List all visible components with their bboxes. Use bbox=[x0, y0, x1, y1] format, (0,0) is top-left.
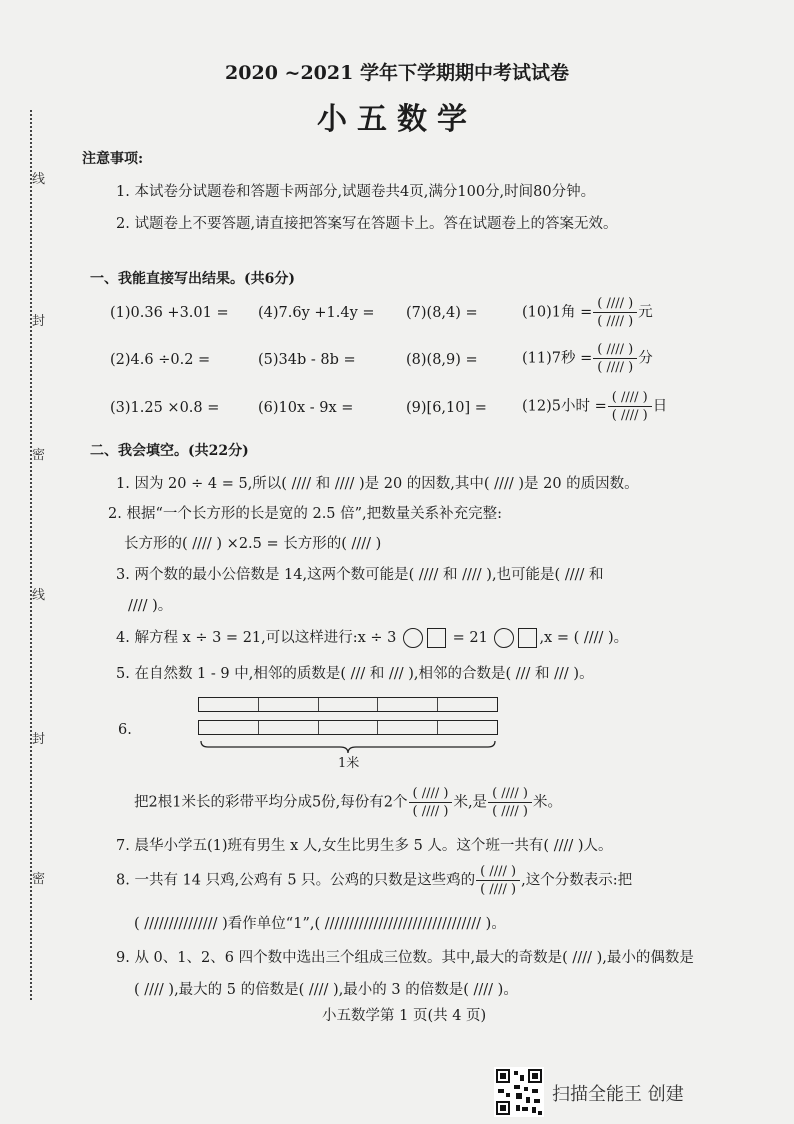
question-8-part: 8. 一共有 14 只鸡,公鸡有 5 只。公鸡的只数是这些鸡的 bbox=[116, 872, 476, 889]
fraction-blank[interactable]: $\frac{( //// )}{( //// )}$ bbox=[593, 296, 637, 329]
question-8 bbox=[116, 864, 632, 897]
question-3-cont: //// )。 bbox=[128, 598, 173, 614]
section2-heading: 二、我会填空。(共22分) bbox=[90, 443, 249, 459]
fraction-blank[interactable]: $\frac{( //// )}{( //// )}$ bbox=[488, 786, 532, 819]
conversion-label: (12)5小时 = bbox=[522, 398, 607, 415]
calc-item: (5)34b - 8b = bbox=[258, 352, 356, 368]
note-item: 2. 试题卷上不要答题,请直接把答案写在答题卡上。答在试题卷上的答案无效。 bbox=[116, 216, 618, 232]
question-1: 1. 因为 20 ÷ 4 = 5,所以( //// 和 //// )是 20 的因数,其中( //// )是 20 的质因数。 bbox=[116, 476, 639, 492]
calc-item: (2)4.6 ÷0.2 = bbox=[110, 352, 211, 368]
calc-item: (7)(8,4) = bbox=[406, 305, 478, 321]
ribbon-strip bbox=[198, 720, 498, 735]
question-4-text: 4. 解方程 x ÷ 3 = 21,可以这样进行:x ÷ 3 bbox=[116, 630, 397, 646]
conversion-label: (11)7秒 = bbox=[522, 350, 593, 367]
binding-char: 封 bbox=[32, 732, 46, 747]
question-6-part: 把2根1米长的彩带平均分成5份,每份有2个 bbox=[134, 794, 408, 811]
conversion-label: (10)1角 = bbox=[522, 304, 593, 321]
operator-circle-blank[interactable] bbox=[494, 628, 514, 648]
unit-label: 分 bbox=[638, 350, 653, 367]
question-6-part: 米,是 bbox=[453, 794, 488, 811]
conversion-item bbox=[522, 296, 653, 329]
note-item: 1. 本试卷分试题卷和答题卡两部分,试题卷共4页,满分100分,时间80分钟。 bbox=[116, 184, 596, 200]
calc-item: (3)1.25 ×0.8 = bbox=[110, 400, 220, 416]
question-4-text: ,x = ( //// )。 bbox=[539, 630, 629, 646]
ruler-label: 1米 bbox=[338, 756, 360, 771]
scanner-watermark: 扫描全能王 创建 bbox=[552, 1084, 684, 1105]
question-6-part: 米。 bbox=[533, 794, 562, 811]
exam-title: 2020 ~2021 学年下学期期中考试试卷 bbox=[225, 62, 569, 84]
number-square-blank[interactable] bbox=[518, 628, 537, 648]
binding-char: 密 bbox=[32, 872, 46, 887]
question-5: 5. 在自然数 1 - 9 中,相邻的质数是( /// 和 /// ),相邻的合数是( /// 和 /// )。 bbox=[116, 666, 594, 682]
question-8-part: ,这个分数表示:把 bbox=[521, 872, 633, 889]
unit-label: 日 bbox=[652, 398, 668, 415]
question-7: 7. 晨华小学五(1)班有男生 x 人,女生比男生多 5 人。这个班一共有( //// )人。 bbox=[116, 838, 613, 854]
number-square-blank[interactable] bbox=[427, 628, 446, 648]
conversion-item bbox=[522, 390, 667, 423]
conversion-item bbox=[522, 342, 653, 375]
binding-char: 封 bbox=[32, 314, 46, 329]
notes-heading: 注意事项: bbox=[82, 151, 144, 167]
calc-item: (1)0.36 +3.01 = bbox=[110, 305, 229, 321]
question-4 bbox=[116, 626, 628, 648]
section1-heading: 一、我能直接写出结果。(共6分) bbox=[90, 271, 295, 287]
question-8-cont: ( /////////////// )看作单位“1”,( //////////////////////////////// )。 bbox=[134, 916, 506, 932]
calc-item: (8)(8,9) = bbox=[406, 352, 478, 368]
calc-item: (4)7.6y +1.4y = bbox=[258, 305, 375, 321]
question-3: 3. 两个数的最小公倍数是 14,这两个数可能是( //// 和 //// ),也可能是( //// 和 bbox=[116, 567, 604, 583]
unit-label: 元 bbox=[638, 304, 653, 321]
fraction-blank[interactable]: $\frac{( //// )}{( //// )}$ bbox=[593, 342, 637, 375]
question-2-relation: 长方形的( //// ) ×2.5 = 长方形的( //// ) bbox=[124, 536, 382, 552]
calc-item: (6)10x - 9x = bbox=[258, 400, 354, 416]
binding-char: 密 bbox=[32, 448, 46, 463]
calc-item: (9)[6,10] = bbox=[406, 400, 487, 416]
operator-circle-blank[interactable] bbox=[403, 628, 423, 648]
binding-char: 线 bbox=[32, 588, 46, 603]
ribbon-strip bbox=[198, 697, 498, 712]
fraction-blank[interactable]: $\frac{( //// )}{( //// )}$ bbox=[608, 390, 652, 423]
binding-line bbox=[30, 110, 32, 1000]
fraction-blank[interactable]: $\frac{( //// )}{( //// )}$ bbox=[409, 786, 453, 819]
qr-code-icon bbox=[494, 1067, 544, 1117]
question-9: 9. 从 0、1、2、6 四个数中选出三个组成三位数。其中,最大的奇数是( //// ),最小的偶数是 bbox=[116, 950, 694, 966]
question-6-label: 6. bbox=[118, 722, 132, 738]
binding-char: 线 bbox=[32, 172, 46, 187]
fraction-blank[interactable]: $\frac{( //// )}{( //// )}$ bbox=[476, 864, 520, 897]
question-2: 2. 根据“一个长方形的长是宽的 2.5 倍”,把数量关系补充完整: bbox=[108, 506, 503, 522]
question-4-text: = 21 bbox=[452, 630, 488, 646]
question-6-text bbox=[134, 786, 562, 819]
page-footer: 小五数学第 1 页(共 4 页) bbox=[322, 1008, 487, 1024]
question-9-cont: ( //// ),最大的 5 的倍数是( //// ),最小的 3 的倍数是( //// )。 bbox=[134, 982, 518, 998]
subject-title: 小五数学 bbox=[317, 102, 477, 137]
